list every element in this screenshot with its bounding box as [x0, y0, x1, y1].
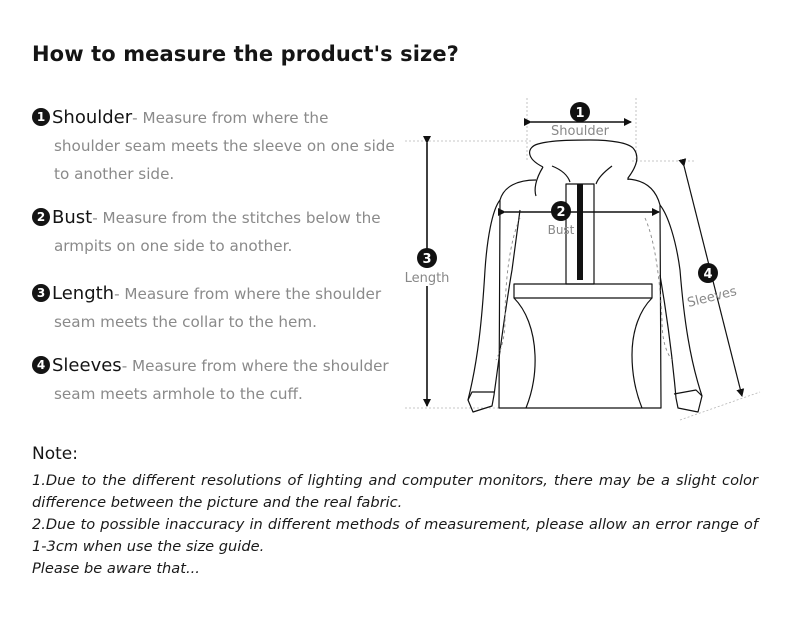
length-desc-first: - Measure from where the shoulder — [114, 285, 382, 303]
bust-desc-first: - Measure from the stitches below the — [92, 209, 381, 227]
shoulder-diagram-label: Shoulder — [551, 124, 609, 139]
note-line-2: 2.Due to possible inaccuracy in different methods of measurement, please allow an error range of 1-3cm when use the size guide. — [32, 516, 758, 555]
step-4-badge: 4 — [32, 356, 50, 374]
note-line-3: Please be aware that... — [32, 560, 200, 577]
step-2-badge: 2 — [32, 208, 50, 226]
length-term: Length — [52, 283, 115, 304]
sleeves-desc-first: - Measure from where the shoulder — [121, 357, 389, 375]
shoulder-desc-rest: shoulder seam meets the sleeve on one side to another side. — [54, 137, 395, 183]
sleeves-desc-rest: seam meets armhole to the cuff. — [54, 385, 303, 403]
page-title: How to measure the product's size? — [32, 42, 459, 66]
length-desc-rest: seam meets the collar to the hem. — [54, 313, 317, 331]
bust-desc-rest: armpits on one side to another. — [54, 237, 293, 255]
bust-diagram-label: Bust — [547, 223, 575, 237]
shoulder-term: Shoulder — [52, 107, 133, 128]
hoodie-outline — [468, 140, 702, 412]
bust-term: Bust — [52, 207, 93, 228]
note-title: Note: — [32, 444, 78, 464]
shoulder-badge-num: 1 — [575, 106, 585, 121]
note-line-1: 1.Due to the different resolutions of lighting and computer monitors, there may be a slight color difference between the picture and the real fabric. — [32, 472, 758, 511]
sleeves-badge-num: 4 — [703, 267, 713, 282]
length-diagram-label: Length — [404, 271, 450, 286]
shoulder-desc-first: - Measure from where the — [132, 109, 329, 127]
zipper — [577, 184, 583, 280]
sleeves-term: Sleeves — [52, 355, 122, 376]
step-3-badge: 3 — [32, 284, 50, 302]
step-1-badge: 1 — [32, 108, 50, 126]
sleeves-diagram-label: Sleeves — [685, 284, 739, 311]
length-badge-num: 3 — [422, 252, 432, 267]
bust-badge-num: 2 — [556, 205, 566, 220]
seam-dashes — [496, 218, 672, 360]
